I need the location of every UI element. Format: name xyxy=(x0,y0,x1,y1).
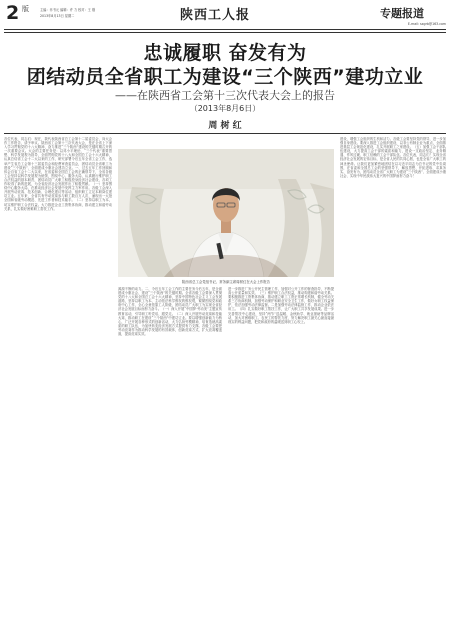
page-label: 版 xyxy=(22,5,29,13)
headline-line2: 团结动员全省职工为建设“三个陕西”建功立业 xyxy=(26,66,424,88)
masthead: 陕西工人报 xyxy=(179,8,250,23)
headline-line1: 忠诚履职 奋发有为 xyxy=(143,42,307,64)
text-column-1: 各位代表，同志们：现在，我代表陕西省总工会第十二届委员会，向大会作工作报告，请予审议。陕西省工会第十三次代表大会，是在全省上下深入学习贯彻党的十八大精神、奋力推进“三个陕西”建设的关键时期召开的一次重要会议。大会的主要任务是：以邓小平理论、“三个代表”重要思想、科学发展观为指导，全面贯彻党的十八大和全国总工会十六大精神，认真总结省工会十二大以来的工作，研究部署今后五年全省工会工作，选举产生省总工会第十三届委员会和经费审查委员会，团结动员全省职工为建设“三个陕西”、全面建成小康社会建功立业。一、过去五年工作回顾和体会自省工会十二大以来，在省委和全国总工会的正确领导下，全省各级工会坚持以科学发展观为统领，围绕中心、服务大局，认真履行维护职工合法权益的基本职责，团结动员广大职工积极投身经济社会建设，各项工作取得了新的进展，为全省经济社会发展作出了积极贯献。（一）坚持围绕中心服务大局，在推动经济社会发展中发挥主力军作用。各级工会深入开展劳动竞赛、技术创新、合理化建议等活动，组织职工立足本职岗位建功立业。五年来，全省共有劳动竞赛参与职工数百万人次，涌现出一大批全国和省级劳动模范、先进工作者和技术能手。（二）坚持以职工为本，切实维护职工合法权益。大力推进企业工资集体协商，推动建立和谐劳动关系，扎实做好困难职工帮扶工作。 xyxy=(4,137,112,211)
headline-rule xyxy=(4,133,446,134)
editor-line: 主编：乔书元 编辑：许 力 校对：王 刚 xyxy=(40,8,96,12)
header-rule xyxy=(4,29,446,30)
headline-subtitle: ——在陕西省工会第十三次代表大会上的报告 xyxy=(115,89,335,102)
report-date: （2013年8月6日） xyxy=(189,104,261,113)
photo-caption: 陕西省总工会党组书记、常务副主席周树红在大会上作报告 xyxy=(181,280,271,284)
header-rule-thin xyxy=(4,32,446,33)
page-header xyxy=(0,0,450,32)
date-line: 2013年8月13日 星期二 xyxy=(40,14,75,18)
author: 周 树 红 xyxy=(208,121,242,131)
section-title: 专题报道 xyxy=(380,7,424,20)
page-number: 2 xyxy=(6,2,20,24)
text-column-2: 源源不断的动力。二、今后五年工会工作的主要任务今后五年，是全面建成小康社会、建设“三个陕西”的关键时期。全省各级工会要深入贯彻党的十八大和全国总工会十六大精神，坚持中国特色社会主义工会发展道路，坚持以职工为本、主动依法科学维权的维权观，紧紧围绕党和政府中心工作，全心全意依靠工人阶级，团结动员广大职工为实现全省经济社会发展目标而努力奋斗。（一）深入开展“中国梦·劳动美”主题宣传教育活动，引导职工听党话、跟党走。（二）深入开展劳动竞赛和技能大赛，推动职工在建设“三个陕西”中建功立业。要以增强创新能力为核心，广泛开展各种形式的创新活动，大力弘扬劳模精神，培育造就高素质的职工队伍，为加快转变经济发展方式提供有力支撑。各级工会要把劳动竞赛作为推动科学发展的有效载体，创新竞赛方式，扩大竞赛覆盖面，提高竞赛实效。 xyxy=(118,287,222,337)
text-column-3: 进一步推进厂务公开民主管理工作，加强对公开工作的督查指导，不断提高公开质量和实效。（三）维护职工合法权益，推动构建和谐劳动关系。要积极推进工资集体协商，推动建立职工工资正常增长机制，健全劳动关系三方协商机制，加强劳动保护和职业安全卫生工作，做好女职工权益保护，依法加强劳动法律监督。二是加强劳动法律监督工作，推动企业依法用工。（四）扎实做好职工帮扶工作，让广大职工共享发展成果。进一步完善帮扶中心建设，坚持“两节”送温暖、金秋助学、就业援助等品牌活动，加大对困难职工、农民工的帮扶力度，努力解决职工最关心最直接最现实的利益问题，把党和政府的温暖送到职工心坎上。 xyxy=(228,287,334,324)
speaker-photo-image xyxy=(118,149,334,277)
contact-line: E-mail: sxgrb@163.com xyxy=(407,22,446,26)
speaker-photo xyxy=(118,149,334,277)
text-column-4: 建设，增强工会组织的生机和活力。各级工会要坚持党的领导，进一步加强自身建设。要深入推进工会组织建设，以非公有制企业为重点，全面推进基层工会规范化建设，扎实开展职工之家建设。（五）加强工会干部队伍建设，大力提高工会干部的素质和能力，建设一支政治坚定、业务精通、作风过硬、职工信赖的工会干部队伍。各位代表，同志们！实现全省经济社会发展的宏伟目标，是全省人民的共同心愿，也是全省广大职工的神圣使命。让我们更加紧密地团结在以习近平同志为总书记的党中央周围，在省委和全国总工会的坚强领导下，解放思想、开拓进取、求真务实、奋发有为，团结动员全省广大职工为建设“三个陕西”、全面建成小康社会、实现中华民族伟大复兴的中国梦而努力奋斗！ xyxy=(340,137,446,178)
